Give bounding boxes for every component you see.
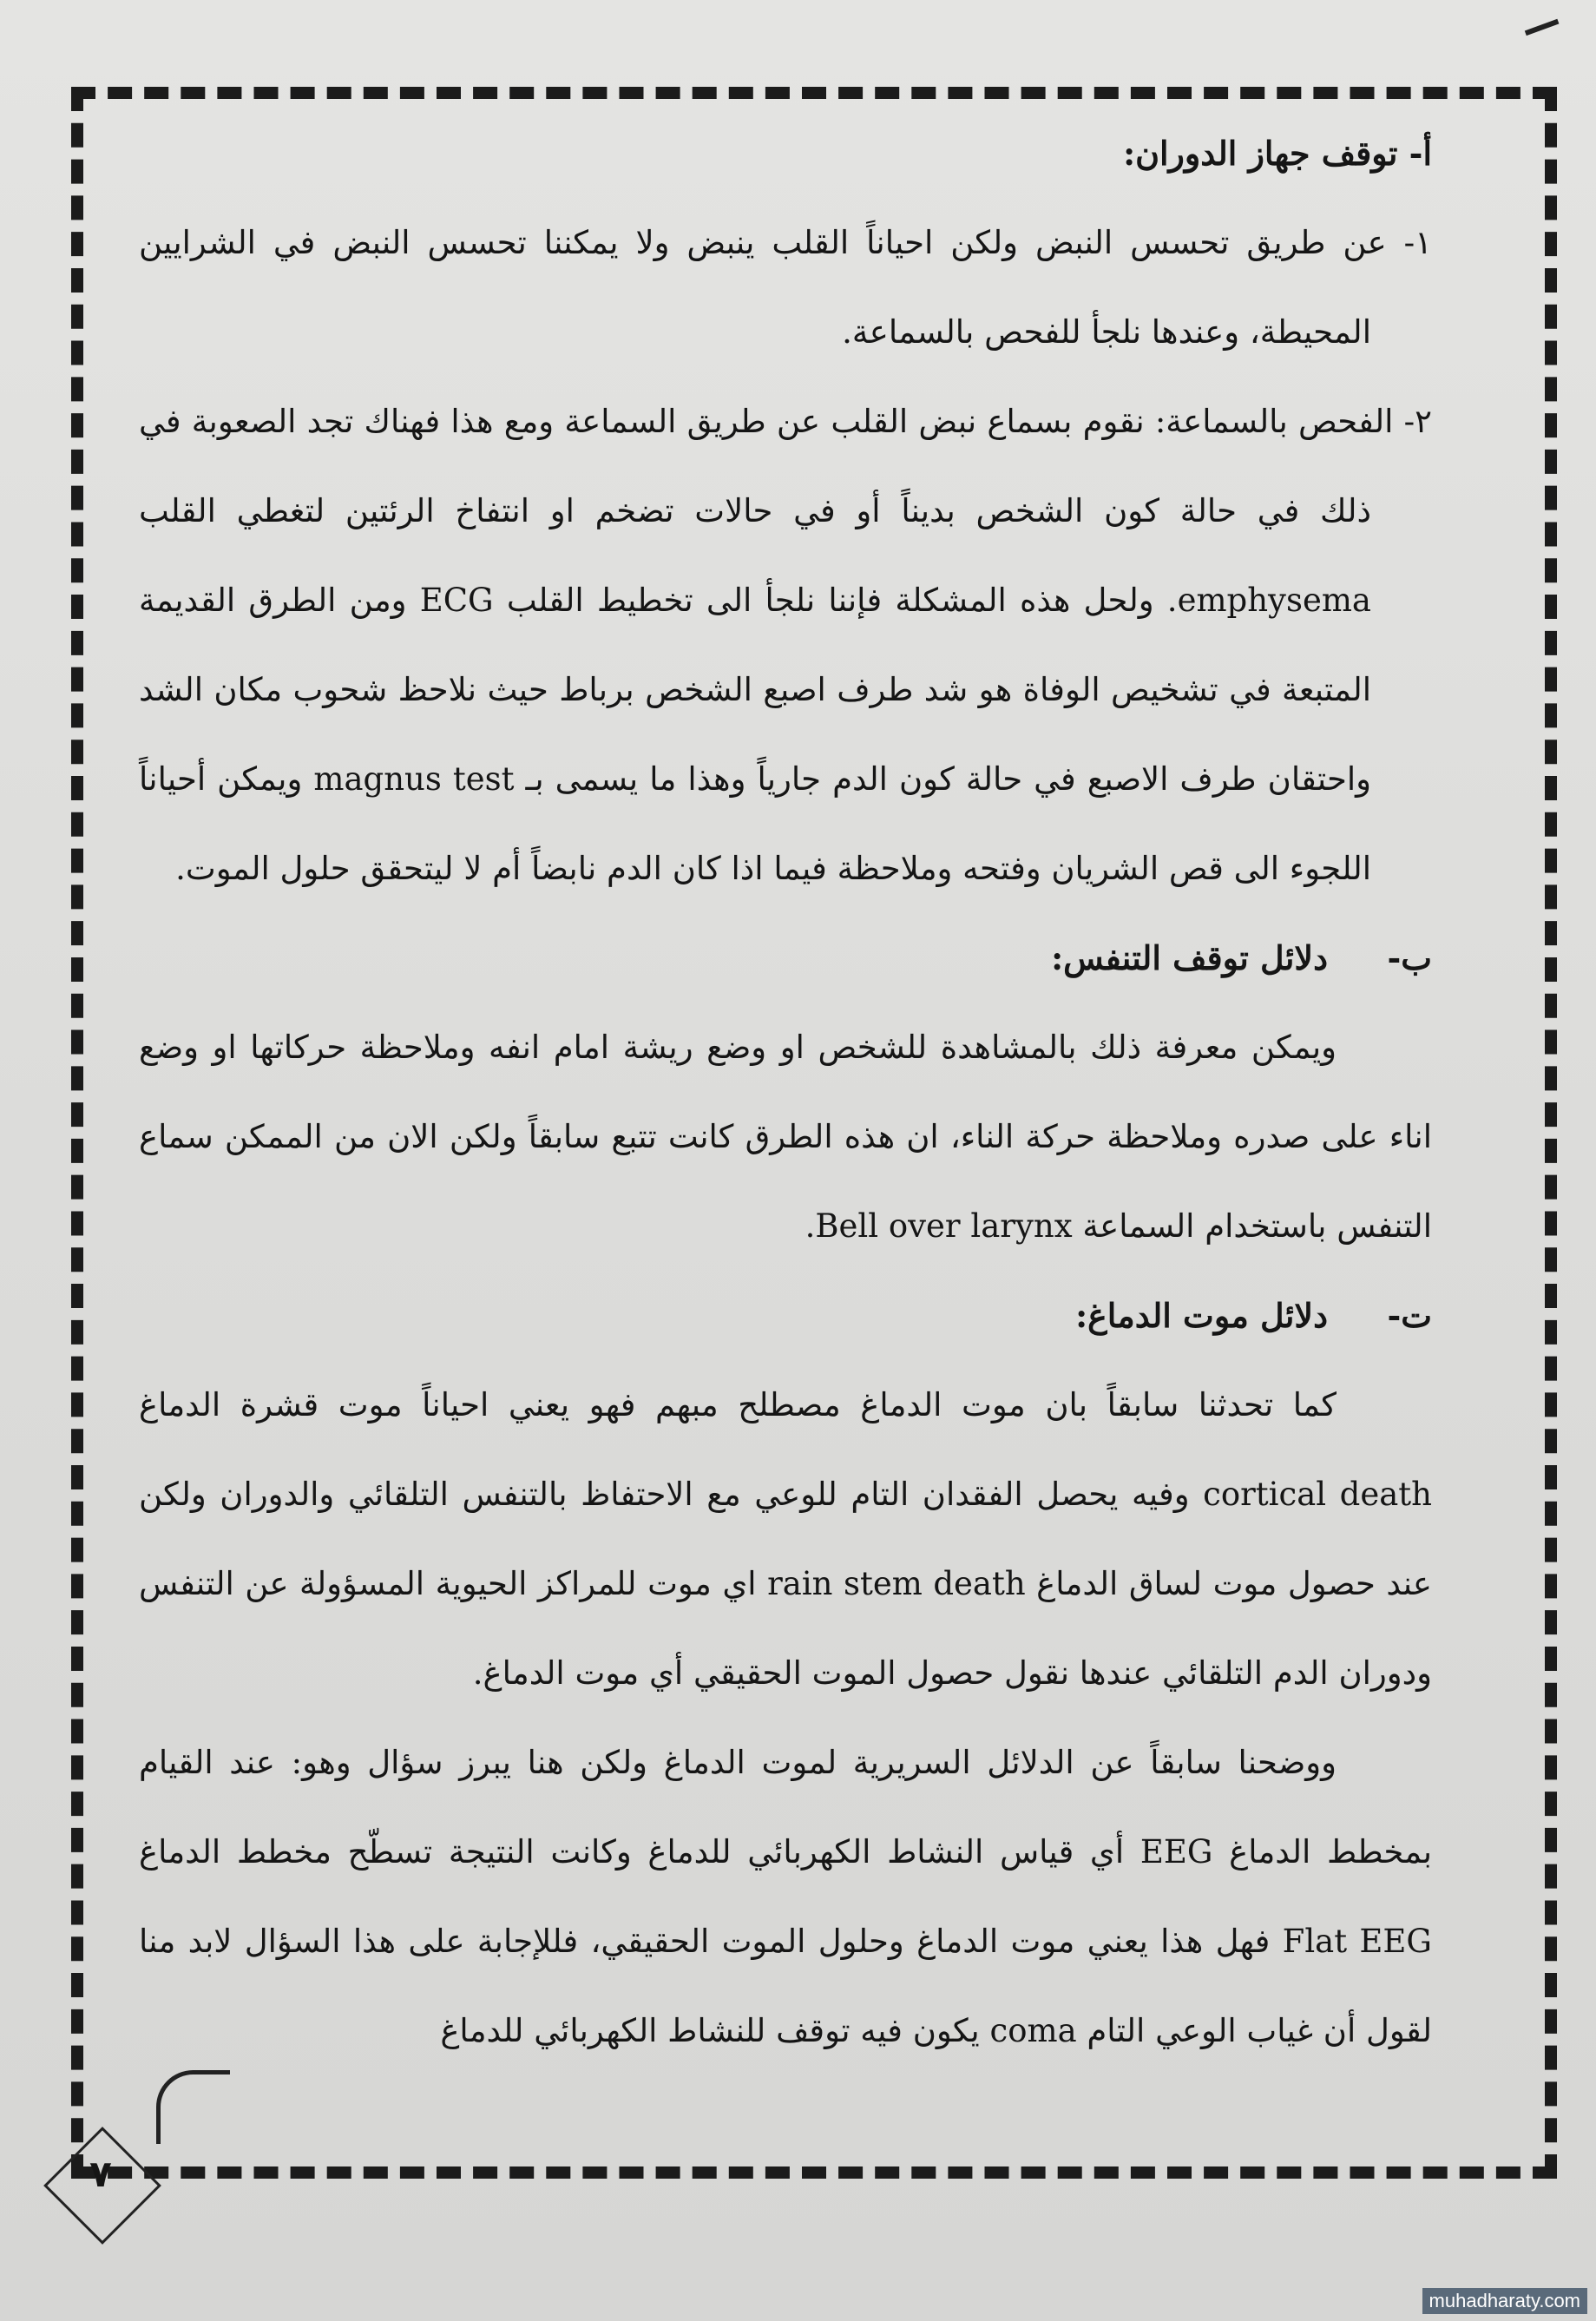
section-t-letter: ت- (1387, 1296, 1432, 1335)
section-b-letter: ب- (1387, 938, 1432, 977)
section-t-paragraph-1: كما تحدثنا سابقاً بان موت الدماغ مصطلح مبهم فهو يعني احياناً موت قشرة الدماغ cortical death وفيه يحصل الفقدان التام للوعي مع الاحتفاظ بالتنفس التلقائي والدوران ولكن عند حصول موت لساق الدماغ rain stem death اي موت للمراكز الحيوية المسؤولة عن التنفس ودوران الدم التلقائي عندها نقول حصول الموت الحقيقي أي موت الدماغ. (139, 1386, 1432, 1692)
section-t-title: دلائل موت الدماغ: (1075, 1296, 1328, 1335)
pen-scribble-mark (156, 2070, 230, 2144)
page-content (139, 108, 1432, 2075)
site-watermark: muhadharaty.com (1422, 2288, 1587, 2314)
page-number: ٧ (89, 2153, 112, 2195)
corner-pen-mark (1525, 19, 1563, 47)
section-b-title: دلائل توقف التنفس: (1051, 938, 1328, 977)
section-b-paragraph: ويمكن معرفة ذلك بالمشاهدة للشخص او وضع ريشة امام انفه وملاحظة حركاتها او وضع اناء على صدره وملاحظة حركة الناء، ان هذه الطرق كانت تتبع سابقاً ولكن الان من الممكن سماع التنفس باستخدام السماعة Bell over larynx. (139, 1029, 1432, 1245)
section-t-paragraph-2: ووضحنا سابقاً عن الدلائل السريرية لموت الدماغ ولكن هنا يبرز سؤال وهو: عند القيام بمخطط الدماغ EEG أي قياس النشاط الكهربائي للدماغ وكانت النتيجة تسطّح مخطط الدماغ Flat EEG فهل هذا يعني موت الدماغ وحلول الموت الحقيقي، فللإجابة على هذا السؤال لابد منا لقول أن غياب الوعي التام coma يكون فيه توقف للنشاط الكهربائي للدماغ (139, 1744, 1432, 2049)
section-t-heading (139, 1271, 1432, 1360)
section-b-heading (139, 913, 1432, 1003)
section-a-heading: أ- توقف جهاز الدوران: (1123, 134, 1432, 173)
section-a-item-2: ٢- الفحص بالسماعة: نقوم بسماع نبض القلب عن طريق السماعة ومع هذا فهناك تجد الصعوبة في ذلك في حالة كون الشخص بديناً أو في حالات تضخم او انتفاخ الرئتين لتغطي القلب emphysema. ولحل هذه المشكلة فإننا نلجأ الى تخطيط القلب ECG ومن الطرق القديمة المتبعة في تشخيص الوفاة هو شد طرف اصبع الشخص برباط حيث نلاحظ شحوب مكان الشد واحتقان طرف الاصبع في حالة كون الدم جارياً وهذا ما يسمى بـ magnus test ويمكن أحياناً اللجوء الى قص الشريان وفتحه وملاحظة فيما اذا كان الدم نابضاً أم لا ليتحقق حلول الموت. (139, 403, 1432, 887)
section-a-item-1: ١- عن طريق تحسس النبض ولكن احياناً القلب ينبض ولا يمكننا تحسس النبض في الشرايين المحيطة، وعندها نلجأ للفحص بالسماعة. (139, 224, 1432, 351)
